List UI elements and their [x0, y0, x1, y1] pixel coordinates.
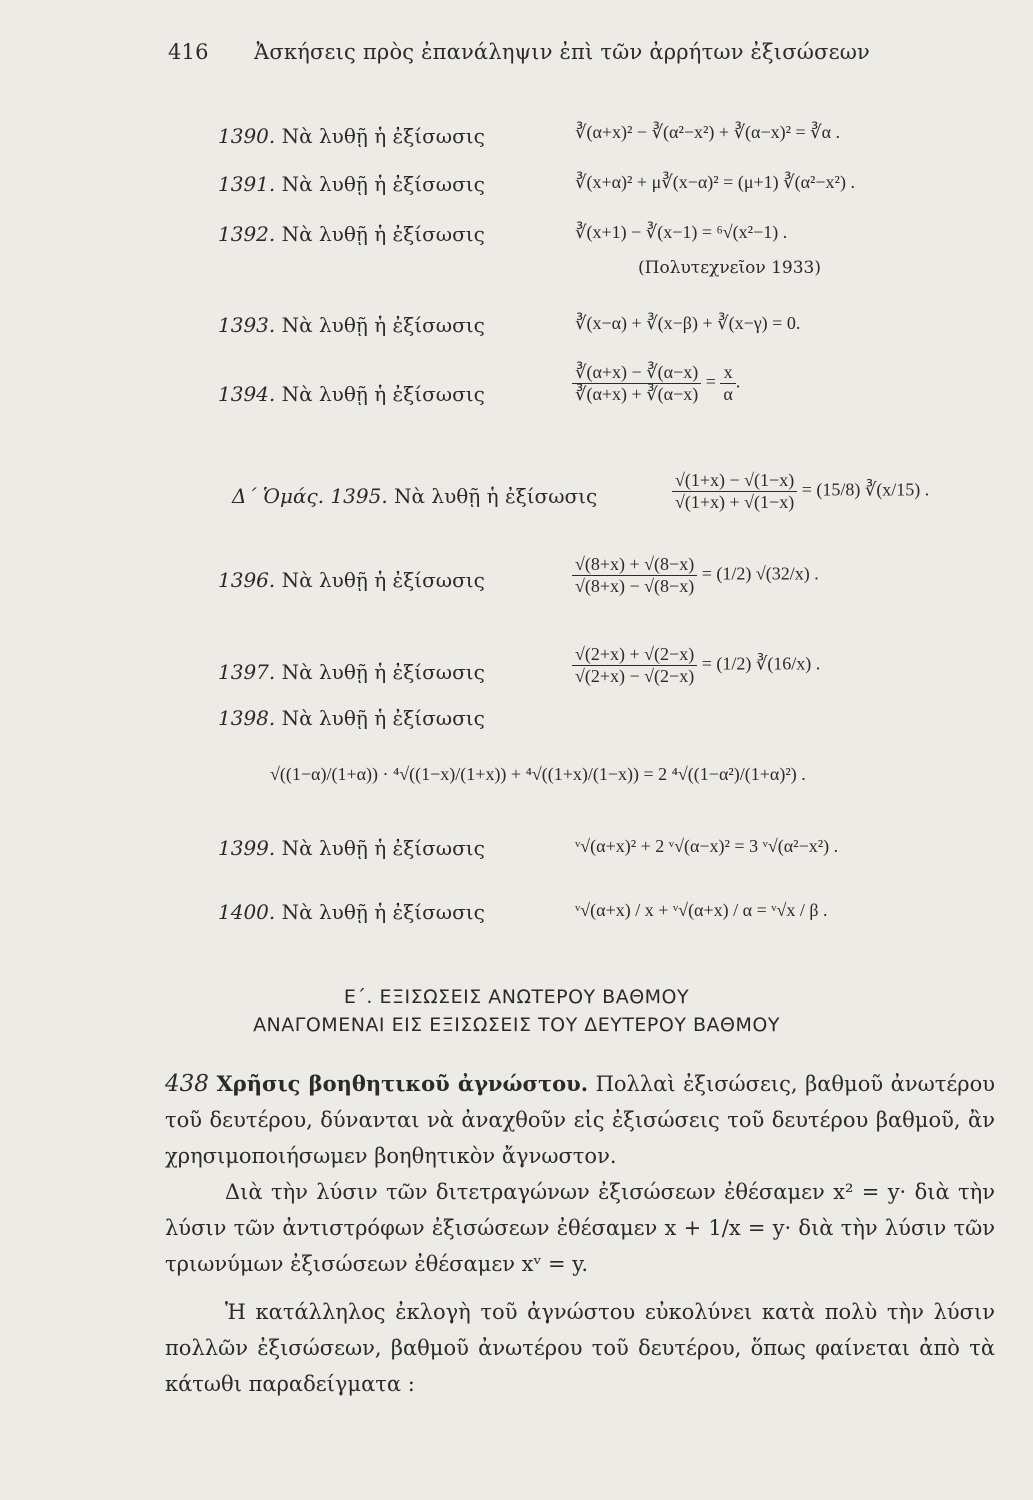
page-number: 416 — [168, 40, 209, 64]
exercise-1395-label: Δ΄ Ὁμάς. 1395. Νὰ λυθῇ ἡ ἐξίσωσις — [232, 484, 598, 508]
exercise-1400-label: 1400. Νὰ λυθῇ ἡ ἐξίσωσις — [218, 900, 485, 924]
exercise-1398-equation: √((1−α)/(1+α)) · ⁴√((1−x)/(1+x)) + ⁴√((1+x)/(1−x)) = 2 ⁴√((1−α²)/(1+α)²) . — [270, 764, 806, 784]
exercise-1399-label: 1399. Νὰ λυθῇ ἡ ἐξίσωσις — [218, 836, 485, 860]
section-title-line2: ΑΝΑΓΟΜΕΝΑΙ ΕΙΣ ΕΞΙΣΩΣΕΙΣ ΤΟΥ ΔΕΥΤΕΡΟΥ ΒΑΘΜΟΥ — [253, 1014, 780, 1036]
ex1394-rhs-numerator: x — [720, 362, 735, 384]
exercise-1393-equation: ∛(x−α) + ∛(x−β) + ∛(x−γ) = 0. — [575, 313, 801, 333]
exercise-1397-label: 1397. Νὰ λυθῇ ἡ ἐξίσωσις — [218, 660, 485, 684]
ex1395-denominator: √(1+x) + √(1−x) — [675, 492, 795, 512]
ex1396-rhs: = (1/2) √(32/x) . — [701, 563, 819, 584]
article-number: 438 — [165, 1071, 209, 1097]
exercise-1391-equation: ∛(x+α)² + μ∛(x−α)² = (μ+1) ∛(α²−x²) . — [575, 172, 855, 192]
exercise-1400-equation: ᵛ√(α+x) / x + ᵛ√(α+x) / α = ᵛ√x / β . — [575, 900, 828, 920]
exercise-1390-equation: ∛(α+x)² − ∛(α²−x²) + ∛(α−x)² = ∛α . — [575, 122, 841, 142]
exercise-1395-equation — [672, 470, 929, 513]
article-438 — [165, 1066, 995, 1174]
exercise-1394-equation: $\frac{∛(\alpha+x) - ∛(\alpha-x)}{∛(\alpha+x) + ∛(\alpha-x)}$ = $\frac{x}{\alpha}$ . — [572, 362, 740, 405]
ex1397-rhs: = (1/2) ∛(16/x) . — [701, 653, 821, 674]
ex1397-numerator: √(2+x) + √(2−x) — [572, 644, 697, 666]
ex1394-denominator: ∛(α+x) + ∛(α−x) — [575, 384, 699, 404]
ex1394-numerator: ∛(α+x) − ∛(α−x) — [572, 362, 701, 384]
ex1395-numerator: √(1+x) − √(1−x) — [672, 470, 797, 492]
article-paragraph-3: Ἡ κατάλληλος ἐκλογὴ τοῦ ἀγνώστου εὐκολύνει κατὰ πολὺ τὴν λύσιν πολλῶν ἐξισώσεων, βαθμοῦ ἀνωτέρου τοῦ δευτέρου, ὅπως φαίνεται ἀπὸ τὰ κάτωθι παραδείγματα : — [165, 1300, 995, 1396]
exercise-1396-equation — [572, 554, 819, 597]
exercise-1392-label: 1392. Νὰ λυθῇ ἡ ἐξίσωσις — [218, 222, 485, 246]
ex1394-rhs-denominator: α — [723, 384, 733, 404]
ex1397-denominator: √(2+x) − √(2−x) — [575, 666, 695, 686]
ex1395-rhs: = (15/8) ∛(x/15) . — [801, 479, 930, 500]
ex1396-denominator: √(8+x) − √(8−x) — [575, 576, 695, 596]
exercise-1392-source-note: (Πολυτεχνεῖον 1933) — [638, 258, 821, 278]
article-paragraph-2: Διὰ τὴν λύσιν τῶν διτετραγώνων ἐξισώσεων ἐθέσαμεν x² = y· διὰ τὴν λύσιν τῶν ἀντιστρόφων ἐξισώσεων ἐθέσαμεν x + 1/x = y· διὰ τὴν λύσιν τῶν τριωνύμων ἐξισώσεων ἐθέσαμεν xᵛ = y. — [165, 1180, 995, 1276]
article-heading: Χρῆσις βοηθητικοῦ ἀγνώστου. — [216, 1071, 589, 1096]
section-title-line1: Ε΄. ΕΞΙΣΩΣΕΙΣ ΑΝΩΤΕΡΟΥ ΒΑΘΜΟΥ — [343, 986, 690, 1008]
exercise-1392-equation: ∛(x+1) − ∛(x−1) = ⁶√(x²−1) . — [575, 222, 788, 242]
exercise-1394-label: 1394. Νὰ λυθῇ ἡ ἐξίσωσις — [218, 382, 485, 406]
exercise-1397-equation — [572, 644, 820, 687]
article-paragraph-1: Πολλαὶ ἐξισώσεις, βαθμοῦ ἀνωτέρου τοῦ δευτέρου, δύνανται νὰ ἀναχθοῦν εἰς ἐξισώσεις τοῦ δευτέρου βαθμοῦ, ἂν χρησιμοποιήσωμεν βοηθητικὸν ἄγνωστον. — [165, 1072, 995, 1168]
running-title: Ἀσκήσεις πρὸς ἐπανάληψιν ἐπὶ τῶν ἀρρήτων ἐξισώσεων — [254, 40, 870, 64]
exercise-1398-label: 1398. Νὰ λυθῇ ἡ ἐξίσωσις — [218, 706, 485, 730]
exercise-1396-label: 1396. Νὰ λυθῇ ἡ ἐξίσωσις — [218, 568, 485, 592]
exercise-1390-label: 1390. Νὰ λυθῇ ἡ ἐξίσωσις — [218, 124, 485, 148]
exercise-1391-label: 1391. Νὰ λυθῇ ἡ ἐξίσωσις — [218, 172, 485, 196]
ex1396-numerator: √(8+x) + √(8−x) — [572, 554, 697, 576]
exercise-1393-label: 1393. Νὰ λυθῇ ἡ ἐξίσωσις — [218, 313, 485, 337]
exercise-1399-equation: ᵛ√(α+x)² + 2 ᵛ√(α−x)² = 3 ᵛ√(α²−x²) . — [575, 836, 839, 856]
